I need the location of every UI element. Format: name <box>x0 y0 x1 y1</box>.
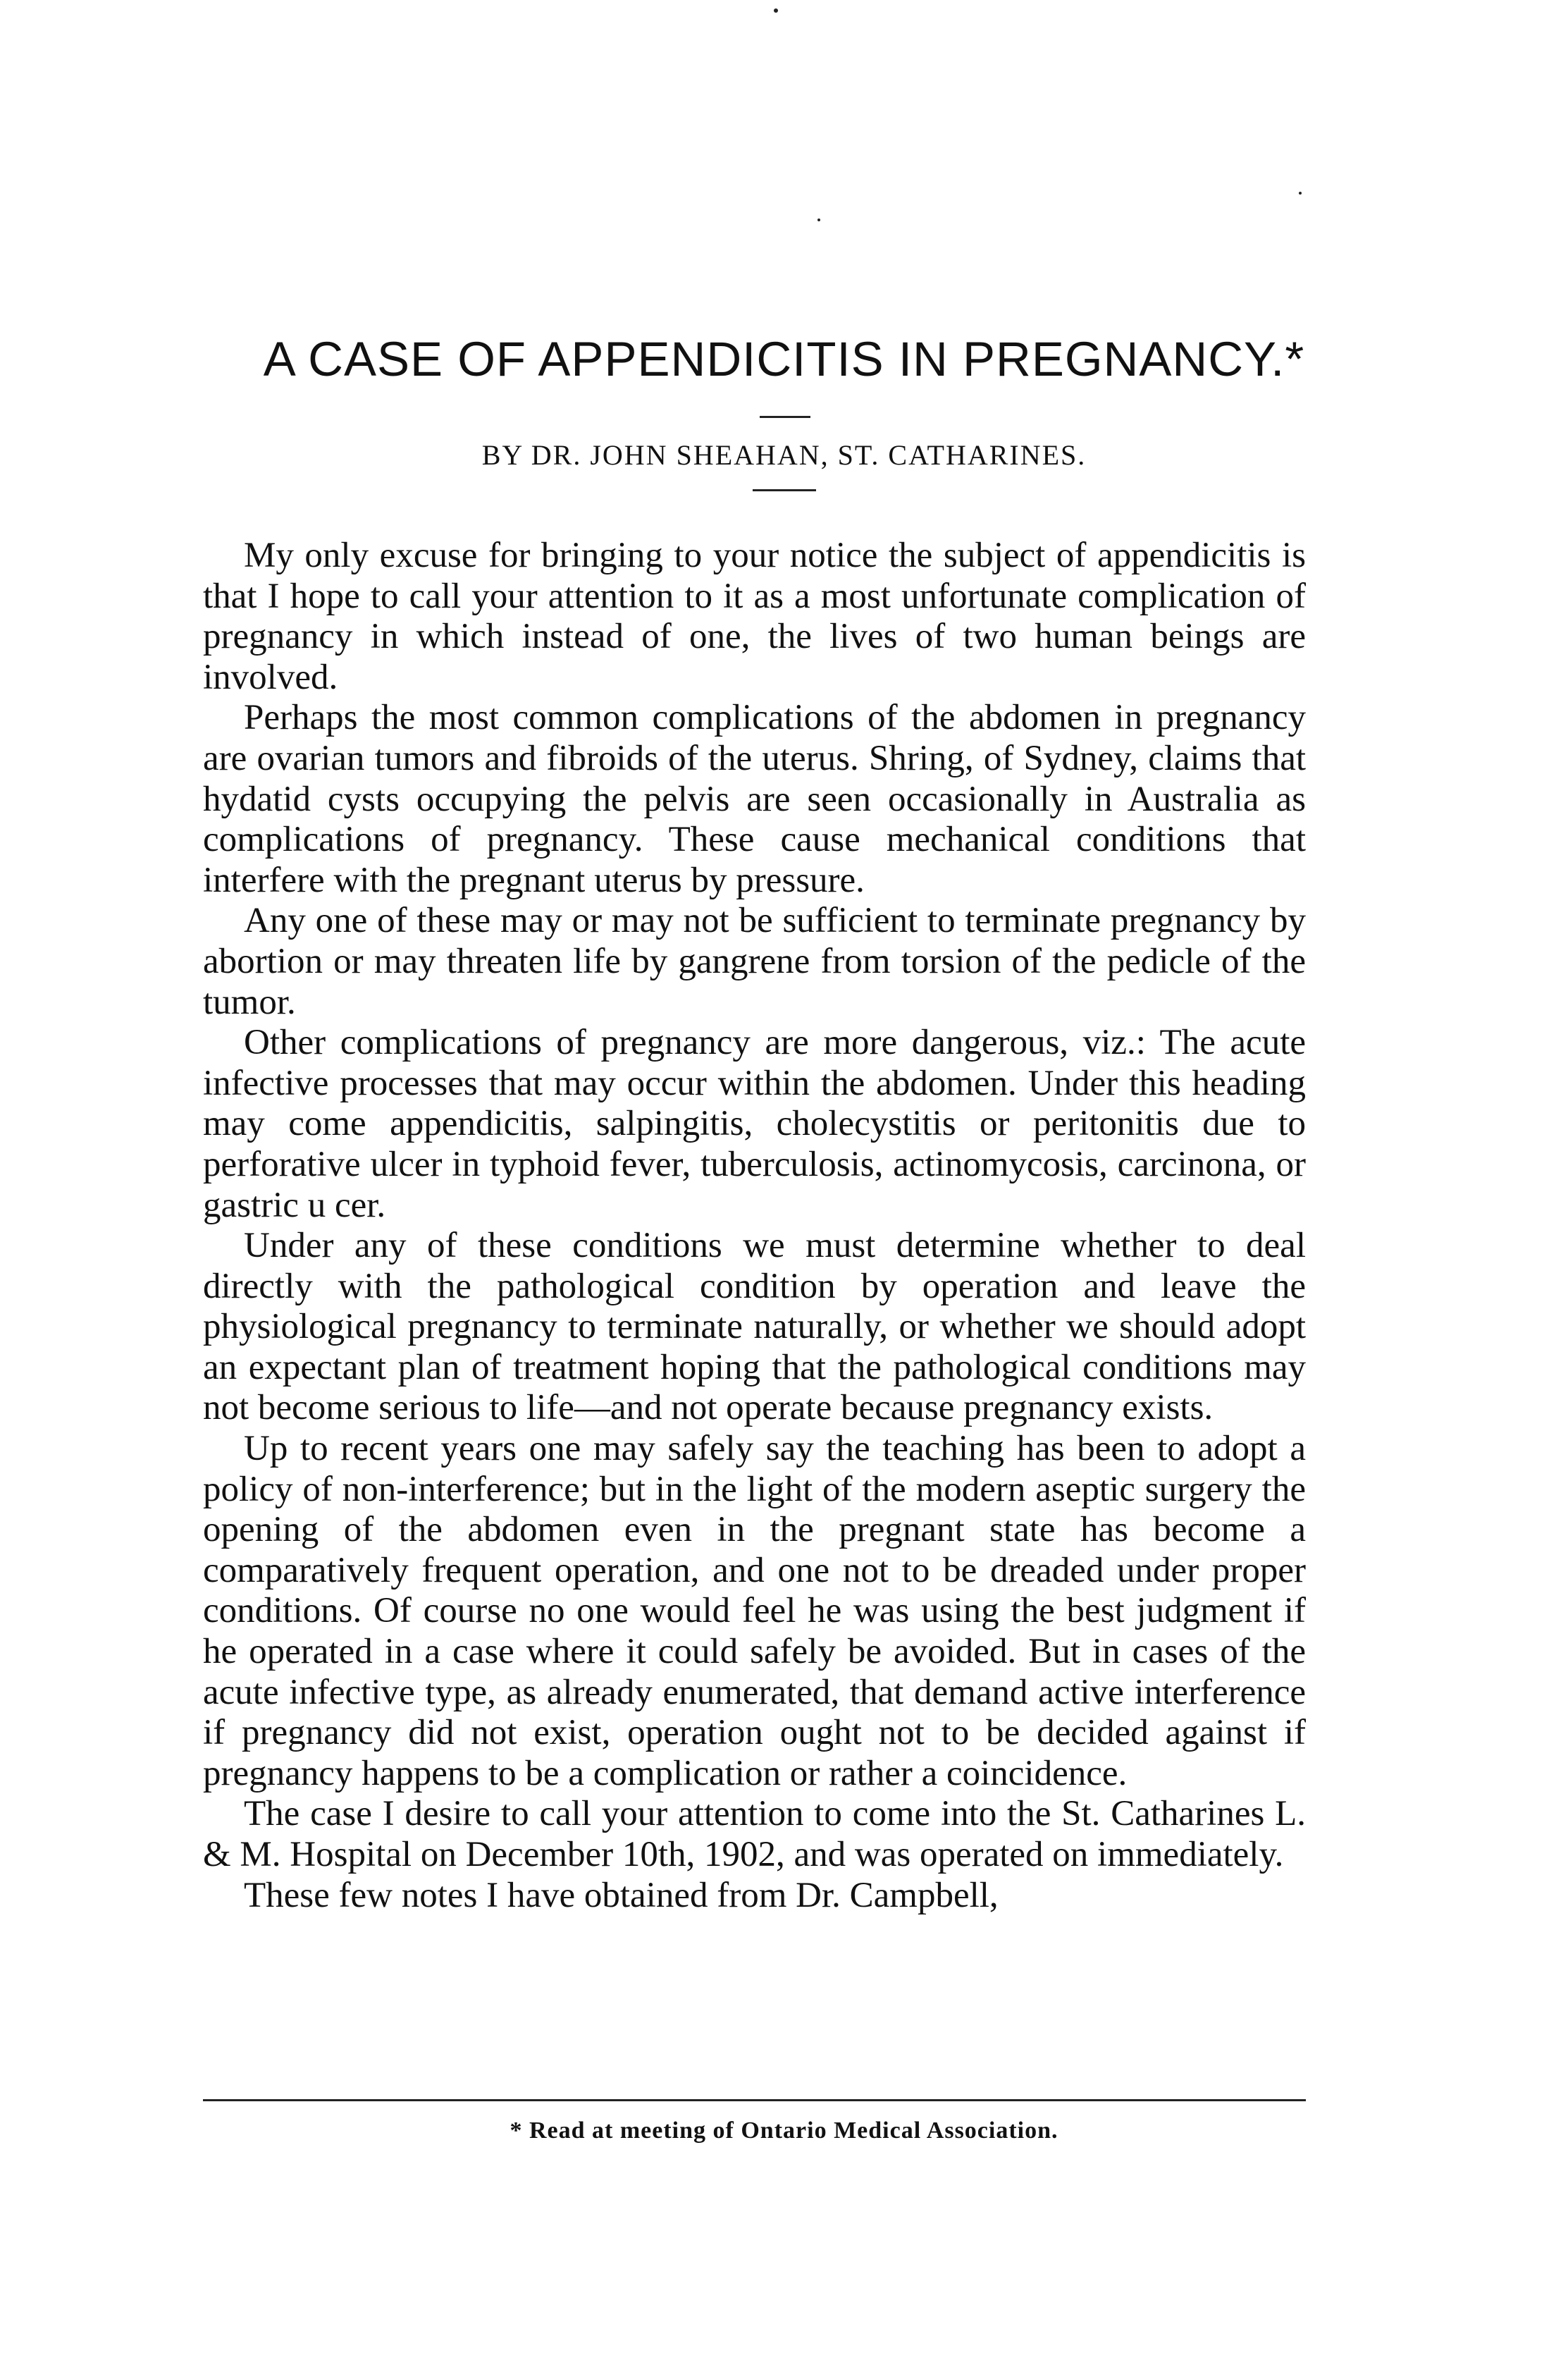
speck-mark <box>774 8 778 13</box>
footnote-divider <box>203 2099 1306 2101</box>
paragraph: Up to recent years one may safely say the teaching has been to adopt a policy of non-interference; but in the light of the modern aseptic surgery the opening of the abdomen even in the pregnant state has become a comparatively frequent operation, and one not to be dreaded under proper conditions. Of course no one would feel he was using the best judgment if he operated in a case where it could safely be avoided. But in cases of the acute infective type, as already enumerated, that demand active interference if pregnancy did not exist, operation ought not to be decided against if pregnancy happens to be a complication or rather a coincidence. <box>203 1429 1306 1793</box>
speck-mark <box>1299 192 1302 195</box>
footnote: * Read at meeting of Ontario Medical Association. <box>510 2117 1058 2144</box>
paragraph: The case I desire to call your attention to come into the St. Catharines L. & M. Hospital on December 10th, 1902, and was operated on immediately. <box>203 1794 1306 1874</box>
paragraph: Any one of these may or may not be sufficient to terminate pregnancy by abortion or may threaten life by gangrene from torsion of the pedicle of the tumor. <box>203 901 1306 1022</box>
speck-mark <box>817 219 820 221</box>
article-byline: BY DR. JOHN SHEAHAN, ST. CATHARINES. <box>481 439 1087 471</box>
paragraph: These few notes I have obtained from Dr. Campbell, <box>244 1875 999 1915</box>
title-divider <box>760 416 810 418</box>
paragraph: My only excuse for bringing to your notice the subject of appendicitis is that I hope to call your attention to it as a most unfortunate complication of pregnancy in which instead of one, the lives of two human beings are involved. <box>203 536 1306 697</box>
paragraph: Perhaps the most common complications of the abdomen in pregnancy are ovarian tumors and fibroids of the uterus. Shring, of Sydney, claims that hydatid cysts occupying the pelvis are seen occasionally in Australia as complications of pregnancy. These cause mechanical conditions that interfere with the pregnant uterus by pressure. <box>203 698 1306 900</box>
byline-divider <box>753 489 816 491</box>
article-body <box>203 536 1306 1916</box>
paragraph: Under any of these conditions we must determine whether to deal directly with the pathological condition by operation and leave the physiological pregnancy to terminate naturally, or whether we should adopt an expectant plan of treatment hoping that the pathological conditions may not become serious to life—and not operate because pregnancy exists. <box>203 1226 1306 1428</box>
paragraph: Other complications of pregnancy are more dangerous, viz.: The acute infective processes that may occur within the abdomen. Under this heading may come appendicitis, salpingitis, cholecystitis or peritonitis due to perforative ulcer in typhoid fever, tuberculosis, actinomycosis, carcinona, or gastric u cer. <box>203 1023 1306 1225</box>
article-title: A CASE OF APPENDICITIS IN PREGNANCY.* <box>263 332 1305 386</box>
